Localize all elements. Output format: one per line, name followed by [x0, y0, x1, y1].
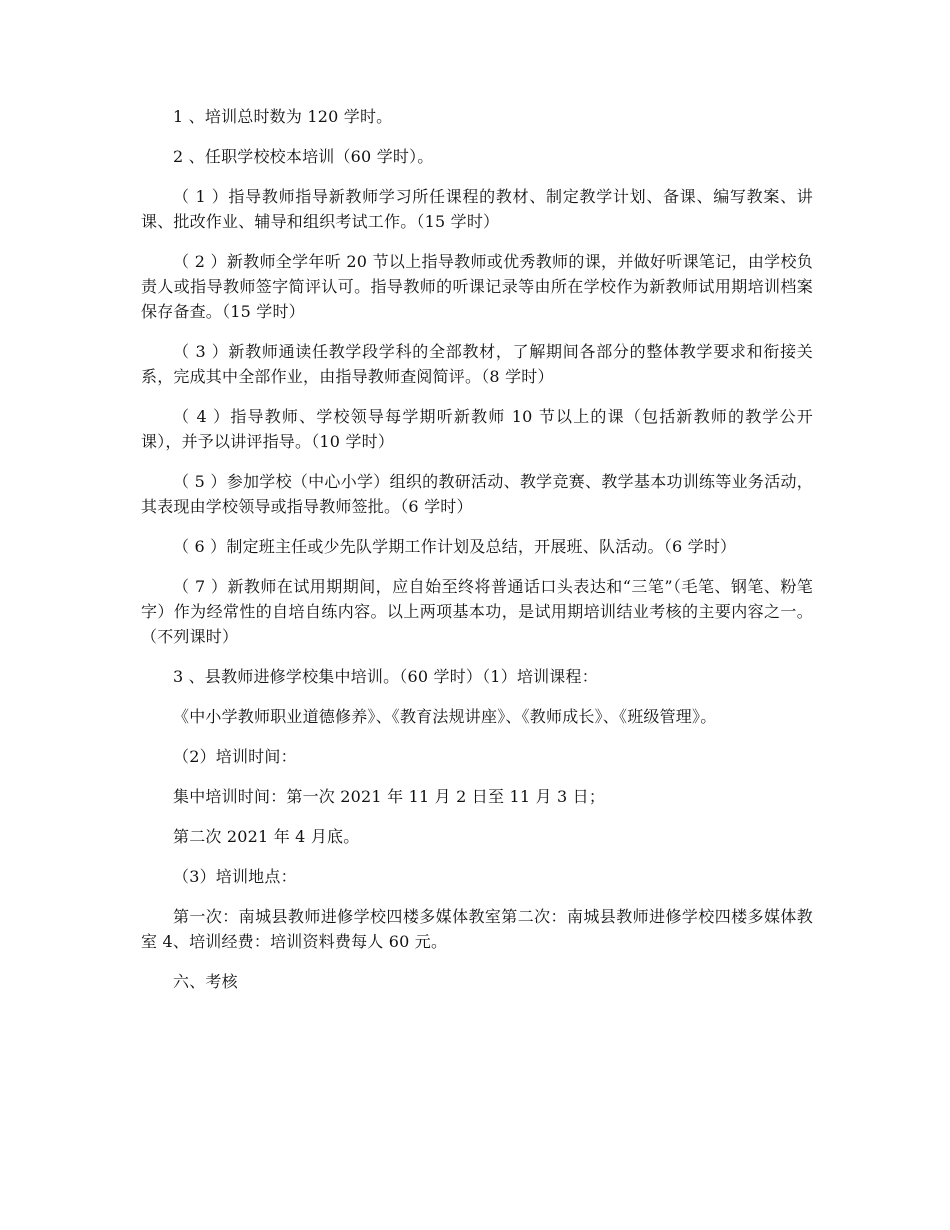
paragraph-second-session: 第二次 2021 年 4 月底。: [173, 827, 360, 846]
paragraph-first-session: 集中培训时间：第一次 2021 年 11 月 2 日至 11 月 3 日；: [173, 787, 606, 806]
paragraph-item-6: （ 6 ）制定班主任或少先队学期工作计划及总结，开展班、队活动。（6 学时）: [173, 537, 737, 556]
paragraph-item-4: （ 4 ）指导教师、学校领导每学期听新教师 10 节以上的课（包括新教师的教学公开课），并予以讲评指导。（10 学时）: [141, 407, 813, 451]
paragraph-courses: 《中小学教师职业道德修养》、《教育法规讲座》、《教师成长》、《班级管理》。: [173, 707, 717, 726]
paragraph-county-training: 3 、县教师进修学校集中培训。（60 学时）（1）培训课程：: [173, 667, 598, 686]
section-heading-assessment: 六、考核: [173, 972, 238, 991]
paragraph-location-heading: （3）培训地点：: [173, 867, 297, 886]
paragraph-item-5: （ 5 ）参加学校（中心小学）组织的教研活动、教学竞赛、教学基本功训练等业务活动，其表现由学校领导或指导教师签批。（6 学时）: [141, 472, 813, 516]
document-body: [141, 104, 813, 1009]
paragraph-time-heading: （2）培训时间：: [173, 747, 297, 766]
paragraph-item-7: （ 7 ）新教师在试用期期间，应自始至终将普通话口头表达和“三笔”（毛笔、钢笔、粉笔字）作为经常性的自培自练内容。以上两项基本功，是试用期培训结业考核的主要内容之一。（不列课时）: [141, 577, 813, 646]
paragraph-total-hours: 1 、培训总时数为 120 学时。: [173, 107, 393, 126]
paragraph-item-3: （ 3 ）新教师通读任教学段学科的全部教材，了解期间各部分的整体教学要求和衔接关系，完成其中全部作业，由指导教师查阅简评。（8 学时）: [141, 342, 813, 386]
paragraph-school-training: 2 、任职学校校本培训（60 学时）。: [173, 147, 434, 166]
paragraph-item-1: （ 1 ）指导教师指导新教师学习所任课程的教材、制定教学计划、备课、编写教案、讲课、批改作业、辅导和组织考试工作。（15 学时）: [141, 187, 813, 231]
paragraph-item-2: （ 2 ）新教师全学年听 20 节以上指导教师或优秀教师的课，并做好听课笔记，由学校负责人或指导教师签字简评认可。指导教师的听课记录等由所在学校作为新教师试用期培训档案保存备查。（15 学时）: [141, 252, 813, 321]
paragraph-location-and-fee: 第一次：南城县教师进修学校四楼多媒体教室第二次：南城县教师进修学校四楼多媒体教室 4、培训经费：培训资料费每人 60 元。: [141, 907, 813, 951]
